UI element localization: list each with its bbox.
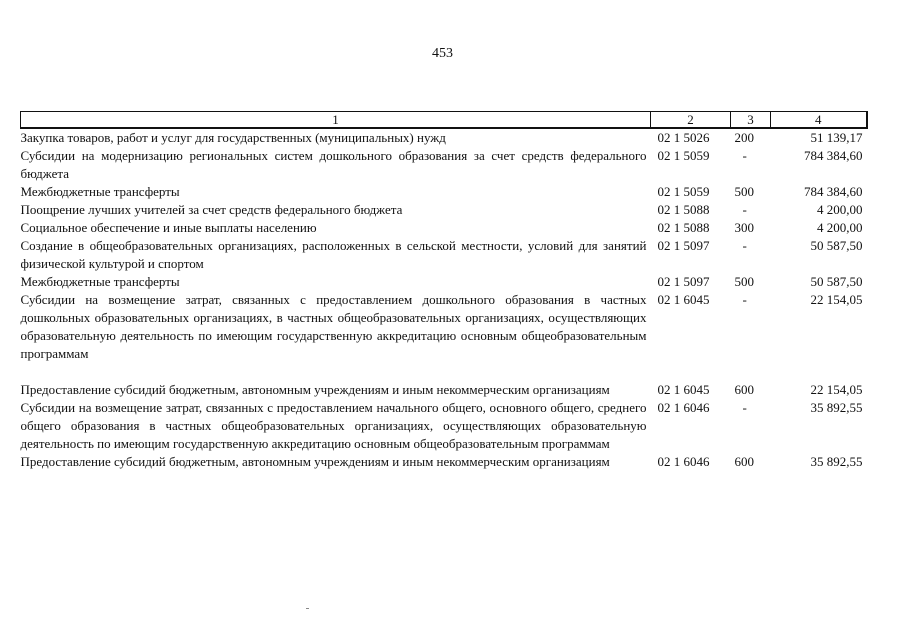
row-code: 02 1 5026	[657, 130, 710, 145]
table-row	[21, 219, 867, 237]
row-amount: 35 892,55	[810, 454, 863, 469]
scan-speck	[306, 608, 309, 609]
row-code: 02 1 6046	[657, 400, 710, 415]
table-header	[21, 112, 867, 129]
row-name: Поощрение лучших учителей за счет средств федерального бюджета	[20, 202, 403, 217]
column-header-4: 4	[771, 112, 867, 129]
row-amount: 784 384,60	[804, 184, 863, 199]
budget-table	[20, 111, 868, 471]
row-amount: 35 892,55	[810, 400, 863, 415]
row-type: -	[742, 400, 747, 415]
table-row	[21, 399, 867, 453]
row-code: 02 1 5059	[657, 148, 710, 163]
row-type: 600	[734, 382, 754, 397]
table-row	[21, 453, 867, 471]
row-type: 500	[734, 184, 754, 199]
row-name: Предоставление субсидий бюджетным, автономным учреждениям и иным некоммерческим организациям	[20, 454, 610, 469]
row-code: 02 1 6045	[657, 382, 710, 397]
row-code: 02 1 6046	[657, 454, 710, 469]
row-name: Субсидии на модернизацию региональных систем дошкольного образования за счет средств федерального бюджета	[20, 148, 647, 181]
row-name: Субсидии на возмещение затрат, связанных с предоставлением начального общего, основного общего, среднего общего образования в частных общеобразовательных организациях, осуществляющих образовательную деятельность по имеющим государственную аккредитацию основным общеобразовательным программам	[20, 400, 647, 451]
row-code: 02 1 5088	[657, 220, 710, 235]
table-row	[21, 201, 867, 219]
row-name: Создание в общеобразовательных организациях, расположенных в сельской местности, условий для занятий физической культурой и спортом	[20, 238, 647, 271]
row-name: Социальное обеспечение и иные выплаты населению	[20, 220, 317, 235]
table-row	[21, 183, 867, 201]
column-header-1: 1	[21, 112, 651, 129]
table-row	[21, 237, 867, 273]
table-body	[21, 128, 867, 471]
row-name: Закупка товаров, работ и услуг для государственных (муниципальных) нужд	[20, 130, 446, 145]
row-type: -	[742, 292, 747, 307]
row-amount: 50 587,50	[810, 238, 863, 253]
row-amount: 51 139,17	[810, 130, 863, 145]
row-type: -	[742, 148, 747, 163]
header-row	[21, 112, 867, 129]
row-name: Субсидии на возмещение затрат, связанных с предоставлением дошкольного образования в частных дошкольных образовательных организациях, в частных общеобразовательных организациях, осуществляющих образовательную деятельность по имеющим государственную аккредитацию основным общеобразовательным программам	[20, 292, 647, 361]
row-code: 02 1 5059	[657, 184, 710, 199]
row-name: Межбюджетные трансферты	[20, 274, 180, 289]
table-row	[21, 147, 867, 183]
row-amount: 50 587,50	[810, 274, 863, 289]
row-amount: 22 154,05	[810, 292, 863, 307]
table-row	[21, 128, 867, 147]
column-header-3: 3	[731, 112, 771, 129]
row-type: 200	[734, 130, 754, 145]
row-code: 02 1 5088	[657, 202, 710, 217]
row-amount: 784 384,60	[804, 148, 863, 163]
table-row	[21, 291, 867, 381]
row-amount: 4 200,00	[817, 220, 863, 235]
row-name: Межбюджетные трансферты	[20, 184, 180, 199]
column-header-2: 2	[651, 112, 731, 129]
page-number: 453	[432, 46, 453, 61]
table-row	[21, 381, 867, 399]
row-code: 02 1 6045	[657, 292, 710, 307]
row-type: 600	[734, 454, 754, 469]
row-code: 02 1 5097	[657, 238, 710, 253]
table-row	[21, 273, 867, 291]
row-code: 02 1 5097	[657, 274, 710, 289]
row-amount: 22 154,05	[810, 382, 863, 397]
row-amount: 4 200,00	[817, 202, 863, 217]
row-name: Предоставление субсидий бюджетным, автономным учреждениям и иным некоммерческим организациям	[20, 382, 610, 397]
row-type: 500	[734, 274, 754, 289]
row-type: -	[742, 238, 747, 253]
row-type: -	[742, 202, 747, 217]
row-type: 300	[734, 220, 754, 235]
